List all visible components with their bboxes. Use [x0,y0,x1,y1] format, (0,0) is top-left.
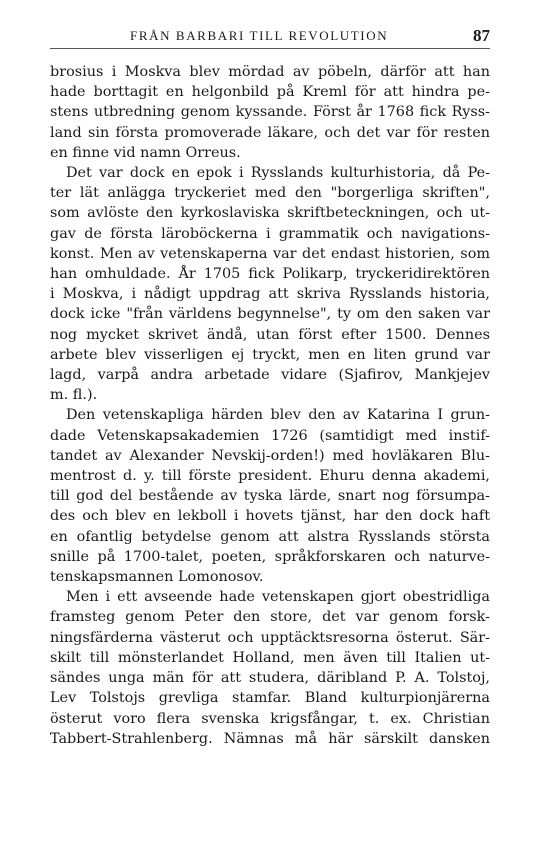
running-title: FRÅN BARBARI TILL REVOLUTION [130,28,389,43]
text-line: brosius i Moskva blev mördad av pöbeln, därför att han [50,64,490,80]
text-line: i Moskva, i nådigt uppdrag att skriva Rysslands historia, [50,286,490,303]
text-line: tandet av Alexander Nevskij-orden!) med hovläkaren Blu- [50,447,490,464]
body-text [50,62,490,749]
text-line: skilt till mönsterlandet Holland, men även till Italien ut- [50,649,490,666]
text-line: en ofantlig betydelse genom att alstra Rysslands största [50,528,490,545]
text-line: hade borttagit en helgonbild på Kreml för att hindra pe- [50,84,490,101]
paragraph [50,587,490,749]
text-line: Men i ett avseende hade vetenskapen gjort obestridliga [66,589,490,606]
text-line: tenskapsmannen Lomonosov. [50,569,264,586]
text-line: ningsfärderna västerut och upptäcktsresorna österut. Sär- [50,629,490,646]
paragraph [50,62,490,163]
paragraph [50,163,490,405]
text-line: snille på 1700-talet, poeten, språkforskaren och naturve- [50,548,490,565]
text-line: ter lät anlägga tryckeriet med den "borgerliga skriften", [50,185,490,202]
text-line: gav de första läroböckerna i grammatik och navigations- [50,225,490,242]
text-line: land sin första promoverade läkare, och det var för resten [50,124,490,141]
text-line: till god del bestående av tyska lärde, snart nog försumpa- [50,488,490,505]
header-rule [50,48,490,49]
text-line: dock icke "från världens begynnelse", ty om den saken var [50,306,490,323]
text-line: en finne vid namn Orreus. [50,144,241,161]
running-header [50,26,490,48]
text-line: konst. Men av vetenskaperna var det endast historien, som [50,245,490,262]
text-line: arbete blev visserligen ej tryckt, men en liten grund var [50,346,490,363]
text-line: stens utbredning genom kyssande. Först år 1768 fick Ryss- [50,104,490,121]
text-line: mentrost d. y. till förste president. Ehuru denna akademi, [50,468,490,485]
text-line: framsteg genom Peter den store, det var genom forsk- [50,609,490,626]
text-line: des och blev en lekboll i hovets tjänst, har den dock haft [50,508,490,525]
text-line: lagd, varpå andra arbetade vidare (Sjafirov, Mankjejev [50,367,490,384]
text-line: Det var dock en epok i Rysslands kulturhistoria, då Pe- [66,165,490,182]
text-line: österut voro flera svenska krigsfångar, t. ex. Christian [50,710,490,727]
text-line: Tabbert-Strahlenberg. Nämnas må här särskilt dansken [50,730,490,747]
text-line: Lev Tolstojs grevliga stamfar. Bland kulturpionjärerna [50,690,490,707]
page-number: 87 [473,26,490,45]
paragraph [50,405,490,587]
text-line: sändes unga män för att studera, däribland P. A. Tolstoj, [50,670,490,687]
text-line: han omhuldade. År 1705 fick Polikarp, tryckeridirektören [50,266,490,283]
text-line: nog mycket skrivet ändå, utan först efter 1500. Dennes [50,326,490,343]
text-line: som avlöste den kyrkoslaviska skriftbeteckningen, och ut- [50,205,490,222]
text-line: Den vetenskapliga härden blev den av Katarina I grun- [66,407,490,424]
text-line: dade Vetenskapsakademien 1726 (samtidigt med instif- [50,427,490,444]
text-line: m. fl.). [50,387,98,404]
